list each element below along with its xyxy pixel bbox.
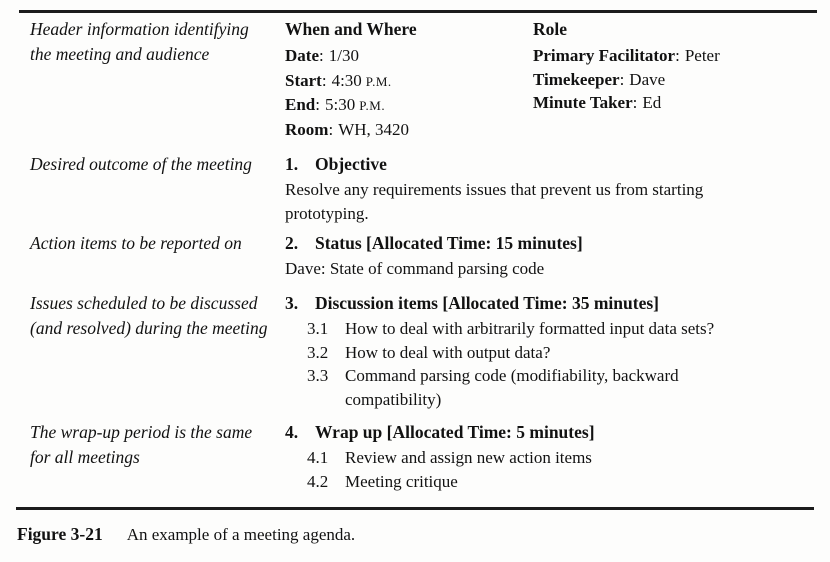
section-discussion (285, 291, 816, 411)
timekeeper-field: Timekeeper: Dave (533, 69, 666, 89)
wrapup-title: Wrap up [Allocated Time: 5 minutes] (315, 422, 595, 442)
start-label: Start (285, 70, 322, 90)
section-objective-row (30, 152, 816, 225)
when-where-title: When and Where (285, 19, 417, 39)
bottom-rule (16, 507, 814, 510)
minute-taker-value: Ed (642, 93, 662, 112)
discussion-number: 3. (285, 293, 299, 313)
timekeeper-label: Timekeeper (533, 69, 620, 89)
room-value: WH, 3420 (338, 119, 410, 139)
date-label: Date (285, 46, 319, 65)
end-meridiem: P.M. (359, 98, 386, 113)
objective-heading (285, 152, 816, 176)
discussion-item-text: Command parsing code (modifiability, backward compatibility) (345, 366, 679, 409)
minute-taker-field: Minute Taker: Ed (533, 93, 662, 112)
date-field: Date: 1/30 (285, 46, 359, 65)
top-rule (19, 10, 817, 13)
discussion-heading (285, 291, 816, 315)
role-block (533, 17, 816, 142)
figure-label: Figure 3-21 (17, 524, 103, 544)
minute-taker-label: Minute Taker (533, 93, 633, 112)
discussion-item-number: 3.2 (307, 342, 329, 362)
timekeeper-value: Dave (629, 69, 666, 89)
status-heading (285, 231, 816, 255)
objective-title: Objective (315, 154, 387, 174)
discussion-item-number: 3.1 (307, 319, 329, 338)
primary-facilitator-label: Primary Facilitator (533, 46, 676, 65)
start-meridiem: P.M. (365, 73, 392, 89)
section-objective (285, 152, 816, 225)
wrapup-item-number: 4.2 (307, 471, 329, 491)
discussion-annotation: Issues scheduled to be discussed (and resolved) during the meeting (30, 293, 268, 338)
figure-caption-text: An example of a meeting agenda. (126, 525, 356, 544)
agenda-header-content (285, 17, 816, 142)
section-wrapup-row (30, 420, 816, 493)
end-field: End: 5:30 P.M. (285, 95, 386, 114)
wrapup-heading (285, 420, 816, 444)
wrapup-item-text: Meeting critique (345, 471, 458, 491)
header-annotation: Header information identifying the meeting and audience (30, 19, 249, 64)
discussion-item (307, 317, 816, 341)
objective-number: 1. (285, 154, 299, 174)
discussion-item-text: How to deal with arbitrarily formatted input data sets? (345, 319, 715, 338)
start-field: Start: 4:30 P.M. (285, 70, 392, 90)
status-number: 2. (285, 233, 299, 253)
status-body: Dave: State of command parsing code (285, 259, 545, 278)
wrapup-item-text: Review and assign new action items (345, 448, 592, 467)
wrapup-item (307, 470, 816, 494)
status-annotation: Action items to be reported on (30, 233, 242, 253)
section-status-row (30, 231, 816, 281)
discussion-item-number: 3.3 (307, 366, 329, 385)
end-label: End (285, 95, 316, 114)
status-title: Status [Allocated Time: 15 minutes] (315, 233, 583, 253)
room-label: Room (285, 119, 329, 139)
wrapup-number: 4. (285, 422, 299, 442)
when-where-block (285, 17, 533, 142)
discussion-title: Discussion items [Allocated Time: 35 minutes] (315, 293, 659, 313)
primary-facilitator-value: Peter (684, 46, 720, 65)
section-wrapup (285, 420, 816, 493)
section-status (285, 231, 816, 281)
objective-annotation: Desired outcome of the meeting (30, 154, 252, 174)
primary-facilitator-field: Primary Facilitator: Peter (533, 46, 720, 65)
discussion-item (307, 364, 816, 411)
wrapup-item-number: 4.1 (307, 448, 329, 467)
room-field: Room: WH, 3420 (285, 119, 410, 139)
section-discussion-row (30, 291, 816, 411)
start-value: 4:30 (331, 70, 362, 90)
figure-caption (17, 523, 355, 546)
wrapup-item (307, 446, 816, 470)
role-title: Role (533, 19, 568, 39)
end-value: 5:30 (324, 95, 356, 114)
date-value: 1/30 (328, 46, 359, 65)
discussion-item-text: How to deal with output data? (345, 342, 551, 362)
wrapup-annotation: The wrap-up period is the same for all meetings (30, 422, 253, 467)
agenda-header-row (30, 17, 816, 142)
discussion-item (307, 341, 816, 365)
objective-body: Resolve any requirements issues that prevent us from starting prototyping. (285, 180, 704, 223)
